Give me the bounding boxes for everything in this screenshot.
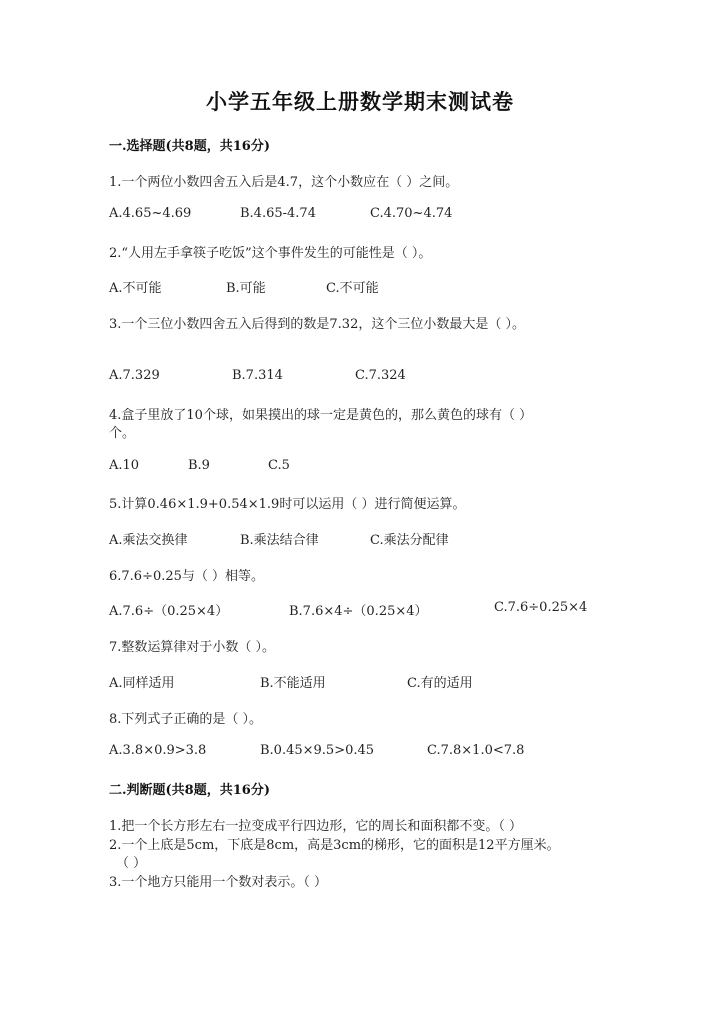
question-2-option-a: A.不可能 bbox=[109, 281, 162, 296]
question-6-option-b: B.7.6×4÷（0.25×4） bbox=[289, 604, 428, 619]
question-6-option-a: A.7.6÷（0.25×4） bbox=[109, 604, 229, 619]
question-2-option-b: B.可能 bbox=[226, 281, 266, 296]
question-3-option-a: A.7.329 bbox=[109, 368, 160, 383]
question-4-option-a: A.10 bbox=[109, 458, 140, 473]
question-7-text: 7.整数运算律对于小数（ ）。 bbox=[109, 640, 276, 655]
question-6-option-c: C.7.6÷0.25×4 bbox=[494, 600, 588, 615]
section-heading-judge: 二.判断题(共8题，共16分) bbox=[109, 783, 270, 798]
question-2-text: 2.“人用左手拿筷子吃饭”这个事件发生的可能性是（ ）。 bbox=[109, 246, 432, 261]
question-1-option-a: A.4.65~4.69 bbox=[109, 206, 192, 221]
question-7-option-c: C.有的适用 bbox=[407, 676, 473, 691]
question-7-option-b: B.不能适用 bbox=[260, 676, 326, 691]
question-4-option-c: C.5 bbox=[268, 458, 290, 473]
question-6-text: 6.7.6÷0.25与（ ）相等。 bbox=[109, 569, 265, 584]
judge-3-text: 3.一个地方只能用一个数对表示。（ ） bbox=[109, 875, 328, 890]
judge-2-text: 2.一个上底是5cm，下底是8cm，高是3cm的梯形，它的面积是12平方厘米。 bbox=[109, 838, 560, 853]
question-8-option-b: B.0.45×9.5>0.45 bbox=[260, 743, 375, 758]
judge-2-text-cont: （ ） bbox=[116, 856, 147, 871]
question-4-text-cont: 个。 bbox=[109, 426, 136, 441]
question-2-option-c: C.不可能 bbox=[326, 281, 379, 296]
question-5-option-a: A.乘法交换律 bbox=[109, 533, 188, 548]
question-5-option-c: C.乘法分配律 bbox=[370, 533, 449, 548]
question-7-option-a: A.同样适用 bbox=[109, 676, 175, 691]
exam-title: 小学五年级上册数学期末测试卷 bbox=[206, 89, 514, 114]
question-3-option-b: B.7.314 bbox=[232, 368, 283, 383]
question-8-option-a: A.3.8×0.9>3.8 bbox=[109, 743, 207, 758]
question-1-option-c: C.4.70~4.74 bbox=[370, 206, 453, 221]
question-8-option-c: C.7.8×1.0<7.8 bbox=[427, 743, 525, 758]
question-3-option-c: C.7.324 bbox=[355, 368, 406, 383]
question-5-option-b: B.乘法结合律 bbox=[240, 533, 319, 548]
question-3-text: 3.一个三位小数四舍五入后得到的数是7.32，这个三位小数最大是（ ）。 bbox=[109, 317, 525, 332]
question-4-option-b: B.9 bbox=[188, 458, 210, 473]
question-4-text: 4.盒子里放了10个球，如果摸出的球一定是黄色的，那么黄色的球有（ ） bbox=[109, 408, 533, 423]
question-1-option-b: B.4.65-4.74 bbox=[240, 206, 316, 221]
section-heading-choice: 一.选择题(共8题，共16分) bbox=[109, 139, 270, 154]
judge-1-text: 1.把一个长方形左右一拉变成平行四边形，它的周长和面积都不变。（ ） bbox=[109, 819, 523, 834]
question-5-text: 5.计算0.46×1.9+0.54×1.9时可以运用（ ）进行简便运算。 bbox=[109, 497, 466, 512]
question-1-text: 1.一个两位小数四舍五入后是4.7，这个小数应在（ ）之间。 bbox=[109, 175, 459, 190]
question-8-text: 8.下列式子正确的是（ ）。 bbox=[109, 712, 263, 727]
